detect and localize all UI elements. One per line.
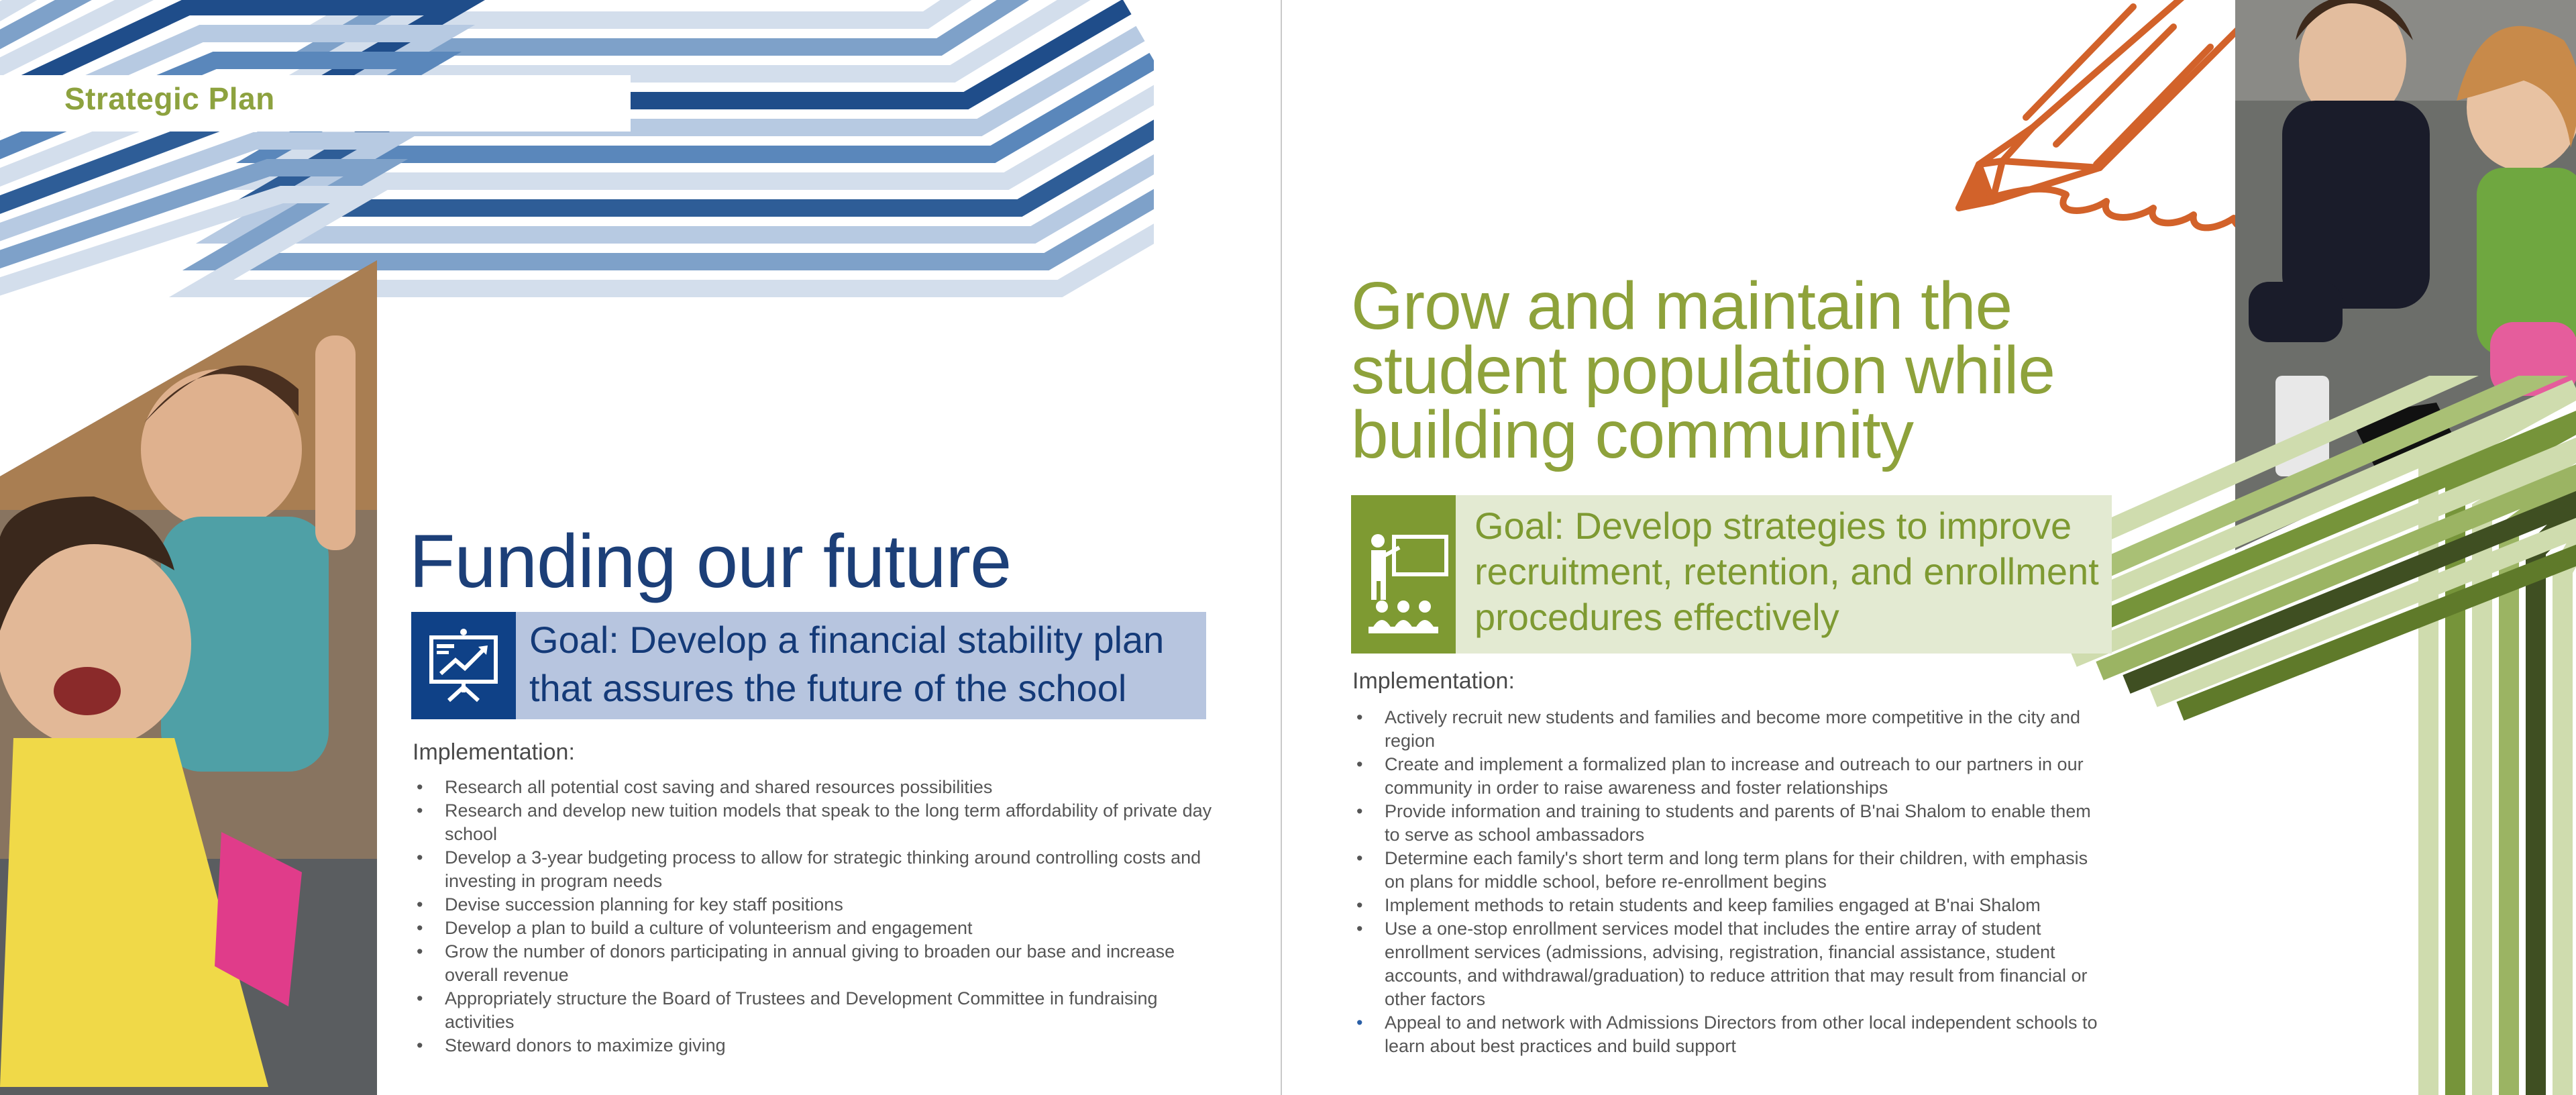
section-label: Strategic Plan xyxy=(64,81,275,116)
left-implementation-heading: Implementation: xyxy=(413,739,575,765)
list-item: • Devise succession planning for key staff positions xyxy=(413,893,1218,917)
list-item: • Implement methods to retain students and keep families engaged at B'nai Shalom xyxy=(1352,894,2110,917)
list-item: • Appeal to and network with Admissions Directors from other local independent schools to learn about best practices and build support xyxy=(1352,1011,2110,1058)
left-page-title: Funding our future xyxy=(409,519,1012,603)
left-goal-text: Goal: Develop a financial stability plan that assures the future of the school xyxy=(529,619,1165,709)
right-implementation-heading: Implementation: xyxy=(1352,668,1515,694)
right-goal-box xyxy=(1351,495,2112,654)
list-item: • Steward donors to maximize giving xyxy=(413,1034,1218,1057)
teacher-with-students-icon xyxy=(1351,495,1456,654)
list-item: • Develop a plan to build a culture of volunteerism and engagement xyxy=(413,917,1218,940)
list-item: • Research and develop new tuition models that speak to the long term affordability of private day school xyxy=(413,799,1218,846)
right-page-title: Grow and maintain the student population while building community xyxy=(1351,268,2055,472)
list-item: • Determine each family's short term and long term plans for their children, with emphasis on plans for middle school, before re-enrollment begins xyxy=(1352,847,2110,894)
left-implementation-list xyxy=(413,776,1218,1057)
list-item: • Research all potential cost saving and shared resources possibilities xyxy=(413,776,1218,799)
list-item: • Appropriately structure the Board of Trustees and Development Committee in fundraising activities xyxy=(413,987,1218,1034)
list-item: • Create and implement a formalized plan to increase and outreach to our partners in our community in order to raise awareness and foster relationships xyxy=(1352,753,2110,800)
list-item: • Use a one-stop enrollment services model that includes the entire array of student enrollment services (admissions, advising, registration, financial assistance, student accounts, and withdrawal/graduation) to reduce attrition that may result from financial or other factors xyxy=(1352,917,2110,1011)
list-item: • Provide information and training to students and parents of B'nai Shalom to enable them to serve as school ambassadors xyxy=(1352,800,2110,847)
left-goal-box xyxy=(411,612,1206,719)
page-divider xyxy=(1281,0,1282,1095)
presentation-growth-chart-icon xyxy=(411,612,516,719)
toddlers-photo xyxy=(0,255,377,1095)
list-item: • Actively recruit new students and families and become more competitive in the city and region xyxy=(1352,706,2110,753)
list-item: • Develop a 3-year budgeting process to allow for strategic thinking around controlling costs and investing in program needs xyxy=(413,846,1218,893)
list-item: • Grow the number of donors participating in annual giving to broaden our base and increase overall revenue xyxy=(413,940,1218,987)
right-goal-text: Goal: Develop strategies to improve recruitment, retention, and enrollment procedures effectively xyxy=(1474,505,2099,638)
right-implementation-list xyxy=(1352,706,2110,1058)
